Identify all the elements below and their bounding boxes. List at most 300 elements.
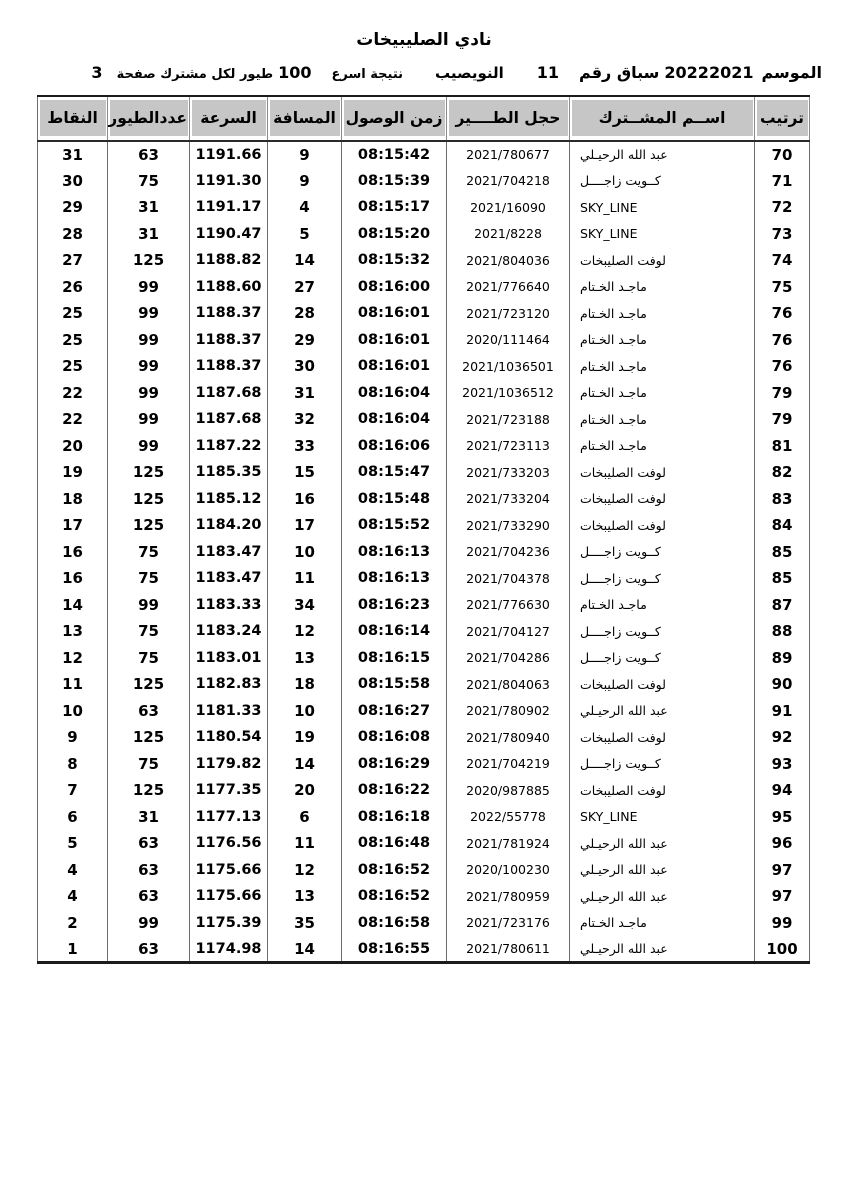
cell-ring-number: 2021/733290: [447, 512, 570, 539]
cell-distance: 34: [268, 592, 342, 619]
cell-distance: 33: [268, 433, 342, 460]
cell-participant: عبد الله الرحيـلي: [570, 141, 755, 168]
cell-ring-number: 2021/804036: [447, 247, 570, 274]
cell-arrival-time: 08:16:52: [342, 883, 447, 910]
cell-ring-number: 2021/704219: [447, 751, 570, 778]
header-speed: السرعة: [190, 96, 268, 141]
cell-speed: 1176.56: [190, 830, 268, 857]
cell-distance: 29: [268, 327, 342, 354]
table-row: [38, 671, 810, 698]
cell-distance: 14: [268, 751, 342, 778]
cell-points: 1: [38, 936, 108, 963]
table-row: [38, 936, 810, 963]
cell-rank: 82: [755, 459, 810, 486]
cell-speed: 1188.37: [190, 327, 268, 354]
table-row: [38, 300, 810, 327]
cell-arrival-time: 08:16:04: [342, 406, 447, 433]
cell-speed: 1187.68: [190, 406, 268, 433]
cell-ring-number: 2021/733203: [447, 459, 570, 486]
cell-rank: 83: [755, 486, 810, 513]
cell-speed: 1187.68: [190, 380, 268, 407]
cell-arrival-time: 08:16:23: [342, 592, 447, 619]
cell-arrival-time: 08:15:39: [342, 168, 447, 195]
cell-ring-number: 2021/781924: [447, 830, 570, 857]
cell-arrival-time: 08:15:48: [342, 486, 447, 513]
cell-rank: 96: [755, 830, 810, 857]
cell-participant: ماجـد الخـتام: [570, 327, 755, 354]
cell-distance: 30: [268, 353, 342, 380]
cell-arrival-time: 08:15:17: [342, 194, 447, 221]
cell-distance: 6: [268, 804, 342, 831]
cell-arrival-time: 08:16:15: [342, 645, 447, 672]
cell-bird-count: 99: [108, 592, 190, 619]
cell-arrival-time: 08:16:14: [342, 618, 447, 645]
cell-ring-number: 2021/704236: [447, 539, 570, 566]
table-row: [38, 274, 810, 301]
cell-ring-number: 2021/704218: [447, 168, 570, 195]
header-points: النقاط: [38, 96, 108, 141]
table-row: [38, 618, 810, 645]
cell-rank: 88: [755, 618, 810, 645]
cell-bird-count: 99: [108, 274, 190, 301]
cell-distance: 4: [268, 194, 342, 221]
cell-rank: 79: [755, 380, 810, 407]
cell-points: 22: [38, 380, 108, 407]
cell-distance: 11: [268, 830, 342, 857]
cell-arrival-time: 08:15:20: [342, 221, 447, 248]
cell-participant: SKY_LINE: [570, 194, 755, 221]
cell-participant: كــويت زاجــــل: [570, 168, 755, 195]
table-row: [38, 353, 810, 380]
cell-points: 16: [38, 565, 108, 592]
cell-points: 17: [38, 512, 108, 539]
cell-distance: 17: [268, 512, 342, 539]
cell-speed: 1183.01: [190, 645, 268, 672]
cell-bird-count: 99: [108, 910, 190, 937]
cell-bird-count: 75: [108, 168, 190, 195]
cell-points: 26: [38, 274, 108, 301]
cell-arrival-time: 08:16:29: [342, 751, 447, 778]
cell-points: 6: [38, 804, 108, 831]
table-row: [38, 194, 810, 221]
cell-rank: 76: [755, 327, 810, 354]
cell-ring-number: 2021/8228: [447, 221, 570, 248]
table-row: [38, 592, 810, 619]
cell-participant: لوفت الصليبخات: [570, 247, 755, 274]
cell-ring-number: 2021/776640: [447, 274, 570, 301]
cell-rank: 75: [755, 274, 810, 301]
cell-participant: عبد الله الرحيـلي: [570, 830, 755, 857]
cell-ring-number: 2020/111464: [447, 327, 570, 354]
cell-arrival-time: 08:16:01: [342, 327, 447, 354]
table-row: [38, 830, 810, 857]
cell-bird-count: 125: [108, 724, 190, 751]
header-name: اســم المشــترك: [570, 96, 755, 141]
cell-bird-count: 125: [108, 247, 190, 274]
table-row: [38, 883, 810, 910]
cell-points: 22: [38, 406, 108, 433]
cell-distance: 27: [268, 274, 342, 301]
cell-speed: 1181.33: [190, 698, 268, 725]
header-rank: ترتيب: [755, 96, 810, 141]
cell-rank: 70: [755, 141, 810, 168]
cell-distance: 11: [268, 565, 342, 592]
cell-distance: 13: [268, 645, 342, 672]
cell-ring-number: 2021/704286: [447, 645, 570, 672]
cell-arrival-time: 08:15:32: [342, 247, 447, 274]
cell-distance: 12: [268, 618, 342, 645]
cell-rank: 73: [755, 221, 810, 248]
cell-rank: 94: [755, 777, 810, 804]
cell-arrival-time: 08:15:42: [342, 141, 447, 168]
cell-distance: 13: [268, 883, 342, 910]
table-row: [38, 247, 810, 274]
cell-arrival-time: 08:16:22: [342, 777, 447, 804]
cell-rank: 85: [755, 539, 810, 566]
cell-participant: ماجـد الخـتام: [570, 433, 755, 460]
cell-rank: 89: [755, 645, 810, 672]
cell-distance: 9: [268, 141, 342, 168]
cell-ring-number: 2021/723113: [447, 433, 570, 460]
cell-arrival-time: 08:16:04: [342, 380, 447, 407]
table-row: [38, 804, 810, 831]
cell-participant: عبد الله الرحيـلي: [570, 936, 755, 963]
cell-speed: 1188.82: [190, 247, 268, 274]
cell-points: 11: [38, 671, 108, 698]
cell-distance: 20: [268, 777, 342, 804]
cell-arrival-time: 08:16:13: [342, 539, 447, 566]
cell-participant: عبد الله الرحيـلي: [570, 857, 755, 884]
cell-distance: 35: [268, 910, 342, 937]
cell-bird-count: 125: [108, 459, 190, 486]
table-row: [38, 645, 810, 672]
cell-distance: 28: [268, 300, 342, 327]
cell-rank: 76: [755, 300, 810, 327]
cell-participant: لوفت الصليبخات: [570, 486, 755, 513]
cell-rank: 81: [755, 433, 810, 460]
cell-participant: ماجـد الخـتام: [570, 406, 755, 433]
cell-arrival-time: 08:16:01: [342, 300, 447, 327]
cell-distance: 16: [268, 486, 342, 513]
table-row: [38, 857, 810, 884]
cell-points: 30: [38, 168, 108, 195]
cell-arrival-time: 08:16:01: [342, 353, 447, 380]
cell-distance: 9: [268, 168, 342, 195]
cell-bird-count: 31: [108, 194, 190, 221]
cell-arrival-time: 08:16:52: [342, 857, 447, 884]
cell-points: 19: [38, 459, 108, 486]
cell-participant: كــويت زاجــــل: [570, 618, 755, 645]
table-row: [38, 221, 810, 248]
cell-rank: 92: [755, 724, 810, 751]
cell-participant: كــويت زاجــــل: [570, 645, 755, 672]
cell-ring-number: 2021/776630: [447, 592, 570, 619]
season-label: الموسم: [761, 63, 822, 82]
cell-distance: 10: [268, 698, 342, 725]
cell-points: 10: [38, 698, 108, 725]
cell-speed: 1185.12: [190, 486, 268, 513]
cell-ring-number: 2021/804063: [447, 671, 570, 698]
cell-rank: 74: [755, 247, 810, 274]
cell-distance: 15: [268, 459, 342, 486]
table-row: [38, 433, 810, 460]
cell-speed: 1175.39: [190, 910, 268, 937]
cell-rank: 85: [755, 565, 810, 592]
cell-speed: 1183.24: [190, 618, 268, 645]
cell-bird-count: 63: [108, 883, 190, 910]
cell-bird-count: 63: [108, 141, 190, 168]
cell-rank: 87: [755, 592, 810, 619]
cell-bird-count: 75: [108, 645, 190, 672]
table-row: [38, 486, 810, 513]
table-row: [38, 565, 810, 592]
cell-bird-count: 63: [108, 936, 190, 963]
cell-bird-count: 63: [108, 857, 190, 884]
cell-ring-number: 2021/723176: [447, 910, 570, 937]
header-distance: المسافة: [268, 96, 342, 141]
cell-points: 25: [38, 300, 108, 327]
header-ring: حجل الطــــير: [447, 96, 570, 141]
table-row: [38, 698, 810, 725]
cell-bird-count: 63: [108, 698, 190, 725]
cell-speed: 1182.83: [190, 671, 268, 698]
table-row: [38, 512, 810, 539]
cell-points: 14: [38, 592, 108, 619]
table-row: [38, 168, 810, 195]
cell-speed: 1175.66: [190, 883, 268, 910]
cell-speed: 1191.66: [190, 141, 268, 168]
page-title: نادي الصليبيخات: [356, 30, 492, 50]
results-table-body: [38, 141, 810, 963]
cell-speed: 1175.66: [190, 857, 268, 884]
table-row: [38, 539, 810, 566]
season-value: 20222021: [664, 63, 754, 82]
cell-speed: 1191.17: [190, 194, 268, 221]
cell-ring-number: 2021/704127: [447, 618, 570, 645]
cell-participant: عبد الله الرحيـلي: [570, 883, 755, 910]
cell-participant: SKY_LINE: [570, 804, 755, 831]
cell-rank: 72: [755, 194, 810, 221]
cell-participant: ماجـد الخـتام: [570, 274, 755, 301]
cell-distance: 10: [268, 539, 342, 566]
cell-rank: 97: [755, 883, 810, 910]
cell-bird-count: 75: [108, 539, 190, 566]
cell-speed: 1177.13: [190, 804, 268, 831]
cell-distance: 5: [268, 221, 342, 248]
cell-speed: 1179.82: [190, 751, 268, 778]
cell-ring-number: 2021/1036512: [447, 380, 570, 407]
cell-rank: 93: [755, 751, 810, 778]
cell-points: 12: [38, 645, 108, 672]
cell-points: 25: [38, 327, 108, 354]
cell-points: 31: [38, 141, 108, 168]
cell-participant: لوفت الصليبخات: [570, 512, 755, 539]
cell-arrival-time: 08:16:58: [342, 910, 447, 937]
cell-distance: 32: [268, 406, 342, 433]
cell-ring-number: 2021/1036501: [447, 353, 570, 380]
cell-distance: 18: [268, 671, 342, 698]
table-row: [38, 380, 810, 407]
table-row: [38, 910, 810, 937]
cell-ring-number: 2021/733204: [447, 486, 570, 513]
meta-row: [26, 63, 822, 82]
cell-distance: 12: [268, 857, 342, 884]
cell-bird-count: 99: [108, 433, 190, 460]
cell-rank: 71: [755, 168, 810, 195]
results-table: [37, 95, 810, 964]
cell-participant: كــويت زاجــــل: [570, 751, 755, 778]
cell-arrival-time: 08:15:47: [342, 459, 447, 486]
cell-arrival-time: 08:16:00: [342, 274, 447, 301]
cell-ring-number: 2021/780677: [447, 141, 570, 168]
cell-bird-count: 99: [108, 300, 190, 327]
cell-points: 5: [38, 830, 108, 857]
cell-participant: لوفت الصليبخات: [570, 459, 755, 486]
table-row: [38, 459, 810, 486]
cell-ring-number: 2021/780959: [447, 883, 570, 910]
cell-speed: 1177.35: [190, 777, 268, 804]
cell-speed: 1183.33: [190, 592, 268, 619]
cell-bird-count: 31: [108, 221, 190, 248]
cell-ring-number: 2020/100230: [447, 857, 570, 884]
cell-arrival-time: 08:16:48: [342, 830, 447, 857]
race-number-label: سباق رقم: [579, 63, 660, 82]
cell-ring-number: 2021/704378: [447, 565, 570, 592]
cell-points: 28: [38, 221, 108, 248]
header-row: [38, 96, 810, 141]
cell-speed: 1180.54: [190, 724, 268, 751]
cell-bird-count: 99: [108, 406, 190, 433]
per-participant-label: طيور لكل مشترك صفحة: [116, 67, 274, 82]
table-row: [38, 327, 810, 354]
table-row: [38, 777, 810, 804]
cell-bird-count: 75: [108, 618, 190, 645]
cell-arrival-time: 08:15:52: [342, 512, 447, 539]
cell-rank: 91: [755, 698, 810, 725]
cell-rank: 84: [755, 512, 810, 539]
cell-bird-count: 99: [108, 353, 190, 380]
cell-participant: كــويت زاجــــل: [570, 565, 755, 592]
cell-distance: 14: [268, 936, 342, 963]
cell-bird-count: 63: [108, 830, 190, 857]
result-count: 100: [278, 63, 312, 82]
race-location: النويصيب: [435, 64, 504, 82]
cell-points: 16: [38, 539, 108, 566]
cell-rank: 97: [755, 857, 810, 884]
cell-ring-number: 2021/723188: [447, 406, 570, 433]
cell-points: 7: [38, 777, 108, 804]
cell-participant: ماجـد الخـتام: [570, 353, 755, 380]
cell-points: 29: [38, 194, 108, 221]
cell-distance: 31: [268, 380, 342, 407]
cell-points: 4: [38, 883, 108, 910]
cell-points: 18: [38, 486, 108, 513]
cell-bird-count: 31: [108, 804, 190, 831]
cell-points: 27: [38, 247, 108, 274]
cell-speed: 1191.30: [190, 168, 268, 195]
cell-speed: 1174.98: [190, 936, 268, 963]
cell-bird-count: 125: [108, 777, 190, 804]
cell-points: 25: [38, 353, 108, 380]
cell-ring-number: 2021/16090: [447, 194, 570, 221]
cell-points: 4: [38, 857, 108, 884]
cell-rank: 76: [755, 353, 810, 380]
page-number: 3: [91, 63, 103, 82]
cell-arrival-time: 08:16:27: [342, 698, 447, 725]
cell-ring-number: 2021/780611: [447, 936, 570, 963]
cell-points: 9: [38, 724, 108, 751]
cell-ring-number: 2020/987885: [447, 777, 570, 804]
race-number-value: 11: [536, 63, 560, 82]
cell-participant: ماجـد الخـتام: [570, 380, 755, 407]
cell-arrival-time: 08:16:06: [342, 433, 447, 460]
cell-bird-count: 99: [108, 380, 190, 407]
table-row: [38, 724, 810, 751]
cell-rank: 100: [755, 936, 810, 963]
cell-rank: 90: [755, 671, 810, 698]
cell-points: 8: [38, 751, 108, 778]
cell-arrival-time: 08:15:58: [342, 671, 447, 698]
cell-ring-number: 2021/780902: [447, 698, 570, 725]
cell-arrival-time: 08:16:08: [342, 724, 447, 751]
cell-bird-count: 125: [108, 671, 190, 698]
cell-bird-count: 125: [108, 486, 190, 513]
cell-speed: 1188.37: [190, 300, 268, 327]
cell-speed: 1188.60: [190, 274, 268, 301]
cell-participant: ماجـد الخـتام: [570, 910, 755, 937]
results-table-header: [38, 96, 810, 141]
cell-speed: 1183.47: [190, 539, 268, 566]
cell-distance: 19: [268, 724, 342, 751]
cell-speed: 1184.20: [190, 512, 268, 539]
cell-ring-number: 2021/780940: [447, 724, 570, 751]
cell-participant: ماجـد الخـتام: [570, 592, 755, 619]
cell-points: 20: [38, 433, 108, 460]
cell-bird-count: 75: [108, 751, 190, 778]
cell-participant: لوفت الصليبخات: [570, 671, 755, 698]
cell-participant: كــويت زاجــــل: [570, 539, 755, 566]
cell-points: 2: [38, 910, 108, 937]
cell-speed: 1188.37: [190, 353, 268, 380]
header-birds: عددالطيور: [108, 96, 190, 141]
cell-arrival-time: 08:16:13: [342, 565, 447, 592]
cell-bird-count: 125: [108, 512, 190, 539]
cell-participant: لوفت الصليبخات: [570, 777, 755, 804]
cell-bird-count: 99: [108, 327, 190, 354]
cell-arrival-time: 08:16:18: [342, 804, 447, 831]
cell-points: 13: [38, 618, 108, 645]
header-time: زمن الوصول: [342, 96, 447, 141]
cell-speed: 1185.35: [190, 459, 268, 486]
cell-bird-count: 75: [108, 565, 190, 592]
cell-participant: لوفت الصليبخات: [570, 724, 755, 751]
cell-participant: SKY_LINE: [570, 221, 755, 248]
cell-arrival-time: 08:16:55: [342, 936, 447, 963]
table-row: [38, 141, 810, 168]
cell-speed: 1190.47: [190, 221, 268, 248]
cell-rank: 99: [755, 910, 810, 937]
table-row: [38, 751, 810, 778]
result-type-label: نتيجة اسرع: [331, 67, 404, 82]
cell-participant: عبد الله الرحيـلي: [570, 698, 755, 725]
cell-rank: 79: [755, 406, 810, 433]
cell-ring-number: 2021/723120: [447, 300, 570, 327]
cell-speed: 1187.22: [190, 433, 268, 460]
cell-distance: 14: [268, 247, 342, 274]
cell-rank: 95: [755, 804, 810, 831]
cell-ring-number: 2022/55778: [447, 804, 570, 831]
cell-participant: ماجـد الخـتام: [570, 300, 755, 327]
